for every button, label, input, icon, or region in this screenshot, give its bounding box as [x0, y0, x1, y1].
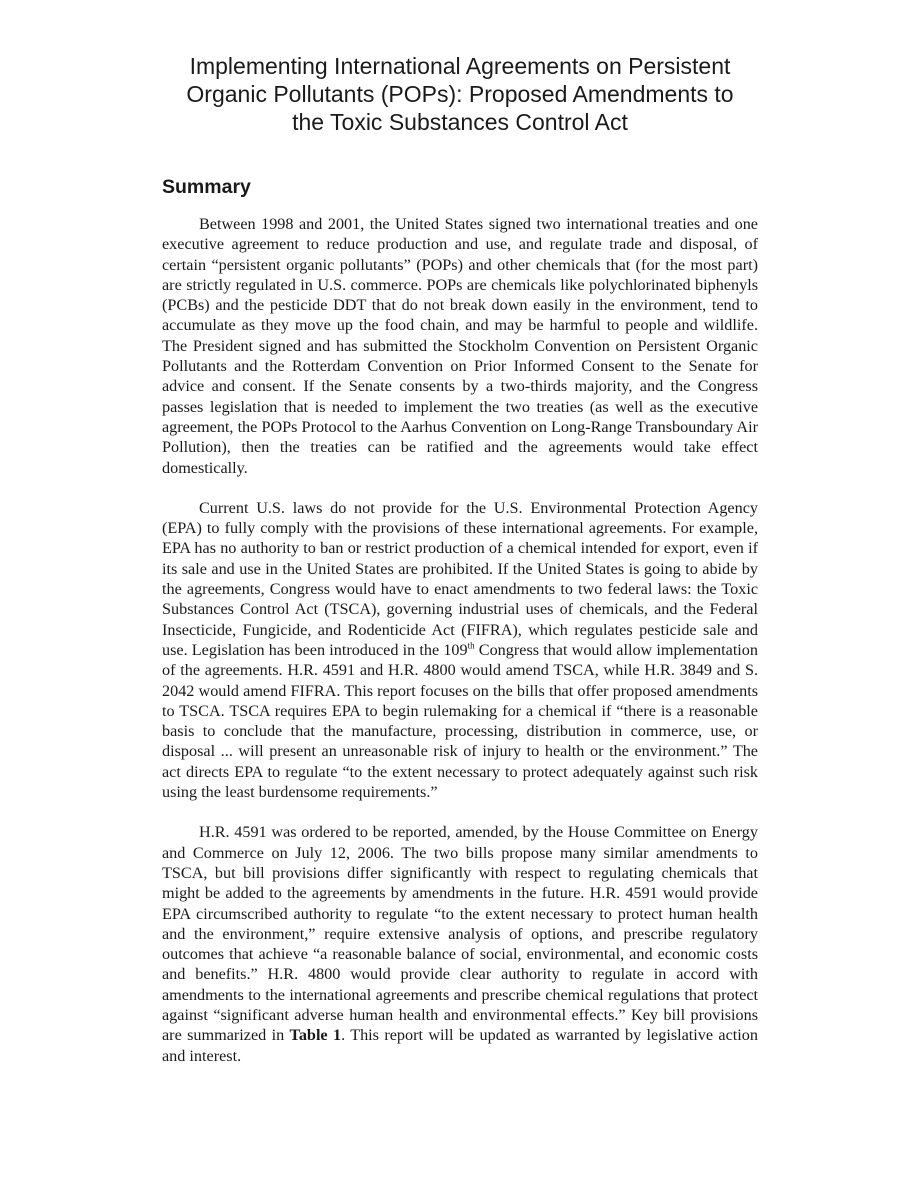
- summary-paragraph-1: Between 1998 and 2001, the United States signed two international treaties and one executive agreement to reduce production and use, and regulate trade and disposal, of certain “persistent organic pollutants” (POPs) and other chemicals that (for the most part) are strictly regulated in U.S. commerce. POPs are chemicals like polychlorinated biphenyls (PCBs) and the pesticide DDT that do not break down easily in the environment, tend to accumulate as they move up the food chain, and may be harmful to people and wildlife. The President signed and has submitted the Stockholm Convention on Persistent Organic Pollutants and the Rotterdam Convention on Prior Informed Consent to the Senate for advice and consent. If the Senate consents by a two-thirds majority, and the Congress passes legislation that is needed to implement the two treaties (as well as the executive agreement, the POPs Protocol to the Aarhus Convention on Long-Range Transboundary Air Pollution), then the treaties can be ratified and the agreements would take effect domestically.: [162, 215, 758, 477]
- table-reference: Table 1: [289, 1026, 342, 1045]
- paragraph-2-text-a: Current U.S. laws do not provide for the U.S. Environmental Protection Agency (EPA) to fully comply with the provisions of these international agreements. For example, EPA has no authority to ban or restrict production of a chemical intended for export, even if its sale and use in the United States are prohibited. If the United States is going to abide by the agreements, Congress would have to enact amendments to two federal laws: the Toxic Substances Control Act (TSCA), governing industrial uses of chemicals, and the Federal Insecticide, Fungicide, and Rodenticide Act (FIFRA), which regulates pesticide sale and use. Legislation has been introduced in the 109: [162, 498, 758, 659]
- summary-paragraph-3: [162, 822, 758, 1066]
- ordinal-superscript: th: [467, 640, 475, 651]
- summary-paragraph-2: [162, 498, 758, 802]
- paragraph-3-text-a: H.R. 4591 was ordered to be reported, amended, by the House Committee on Energy and Commerce on July 12, 2006. The two bills propose many similar amendments to TSCA, but bill provisions differ significantly with respect to regulating chemicals that might be added to the agreements by amendments in the future. H.R. 4591 would provide EPA circumscribed authority to regulate “to the extent necessary to protect human health and the environment,” require extensive analysis of options, and prescribe regulatory outcomes that achieve “a reasonable balance of social, environmental, and economic costs and benefits.” H.R. 4800 would provide clear authority to regulate in accord with amendments to the international agreements and prescribe chemical regulations that protect against “significant adverse human health and environmental effects.” Key bill provisions are summarized in: [162, 823, 758, 1045]
- document-page: [162, 52, 758, 1066]
- section-heading-summary: Summary: [162, 176, 251, 198]
- document-title: Implementing International Agreements on Persistent Organic Pollutants (POPs): Proposed Amendments to the Toxic Substances Control Act: [186, 53, 734, 135]
- paragraph-3-text-b: . This report will be updated as warranted by legislative action and interest.: [162, 1026, 758, 1065]
- paragraph-2-text-b: Congress that would allow implementation of the agreements. H.R. 4591 and H.R. 4800 would amend TSCA, while H.R. 3849 and S. 2042 would amend FIFRA. This report focuses on the bills that offer proposed amendments to TSCA. TSCA requires EPA to begin rulemaking for a chemical if “there is a reasonable basis to conclude that the manufacture, processing, distribution in commerce, use, or disposal ... will present an unreasonable risk of injury to health or the environment.” The act directs EPA to regulate “to the extent necessary to protect adequately against such risk using the least burdensome requirements.”: [162, 640, 758, 802]
